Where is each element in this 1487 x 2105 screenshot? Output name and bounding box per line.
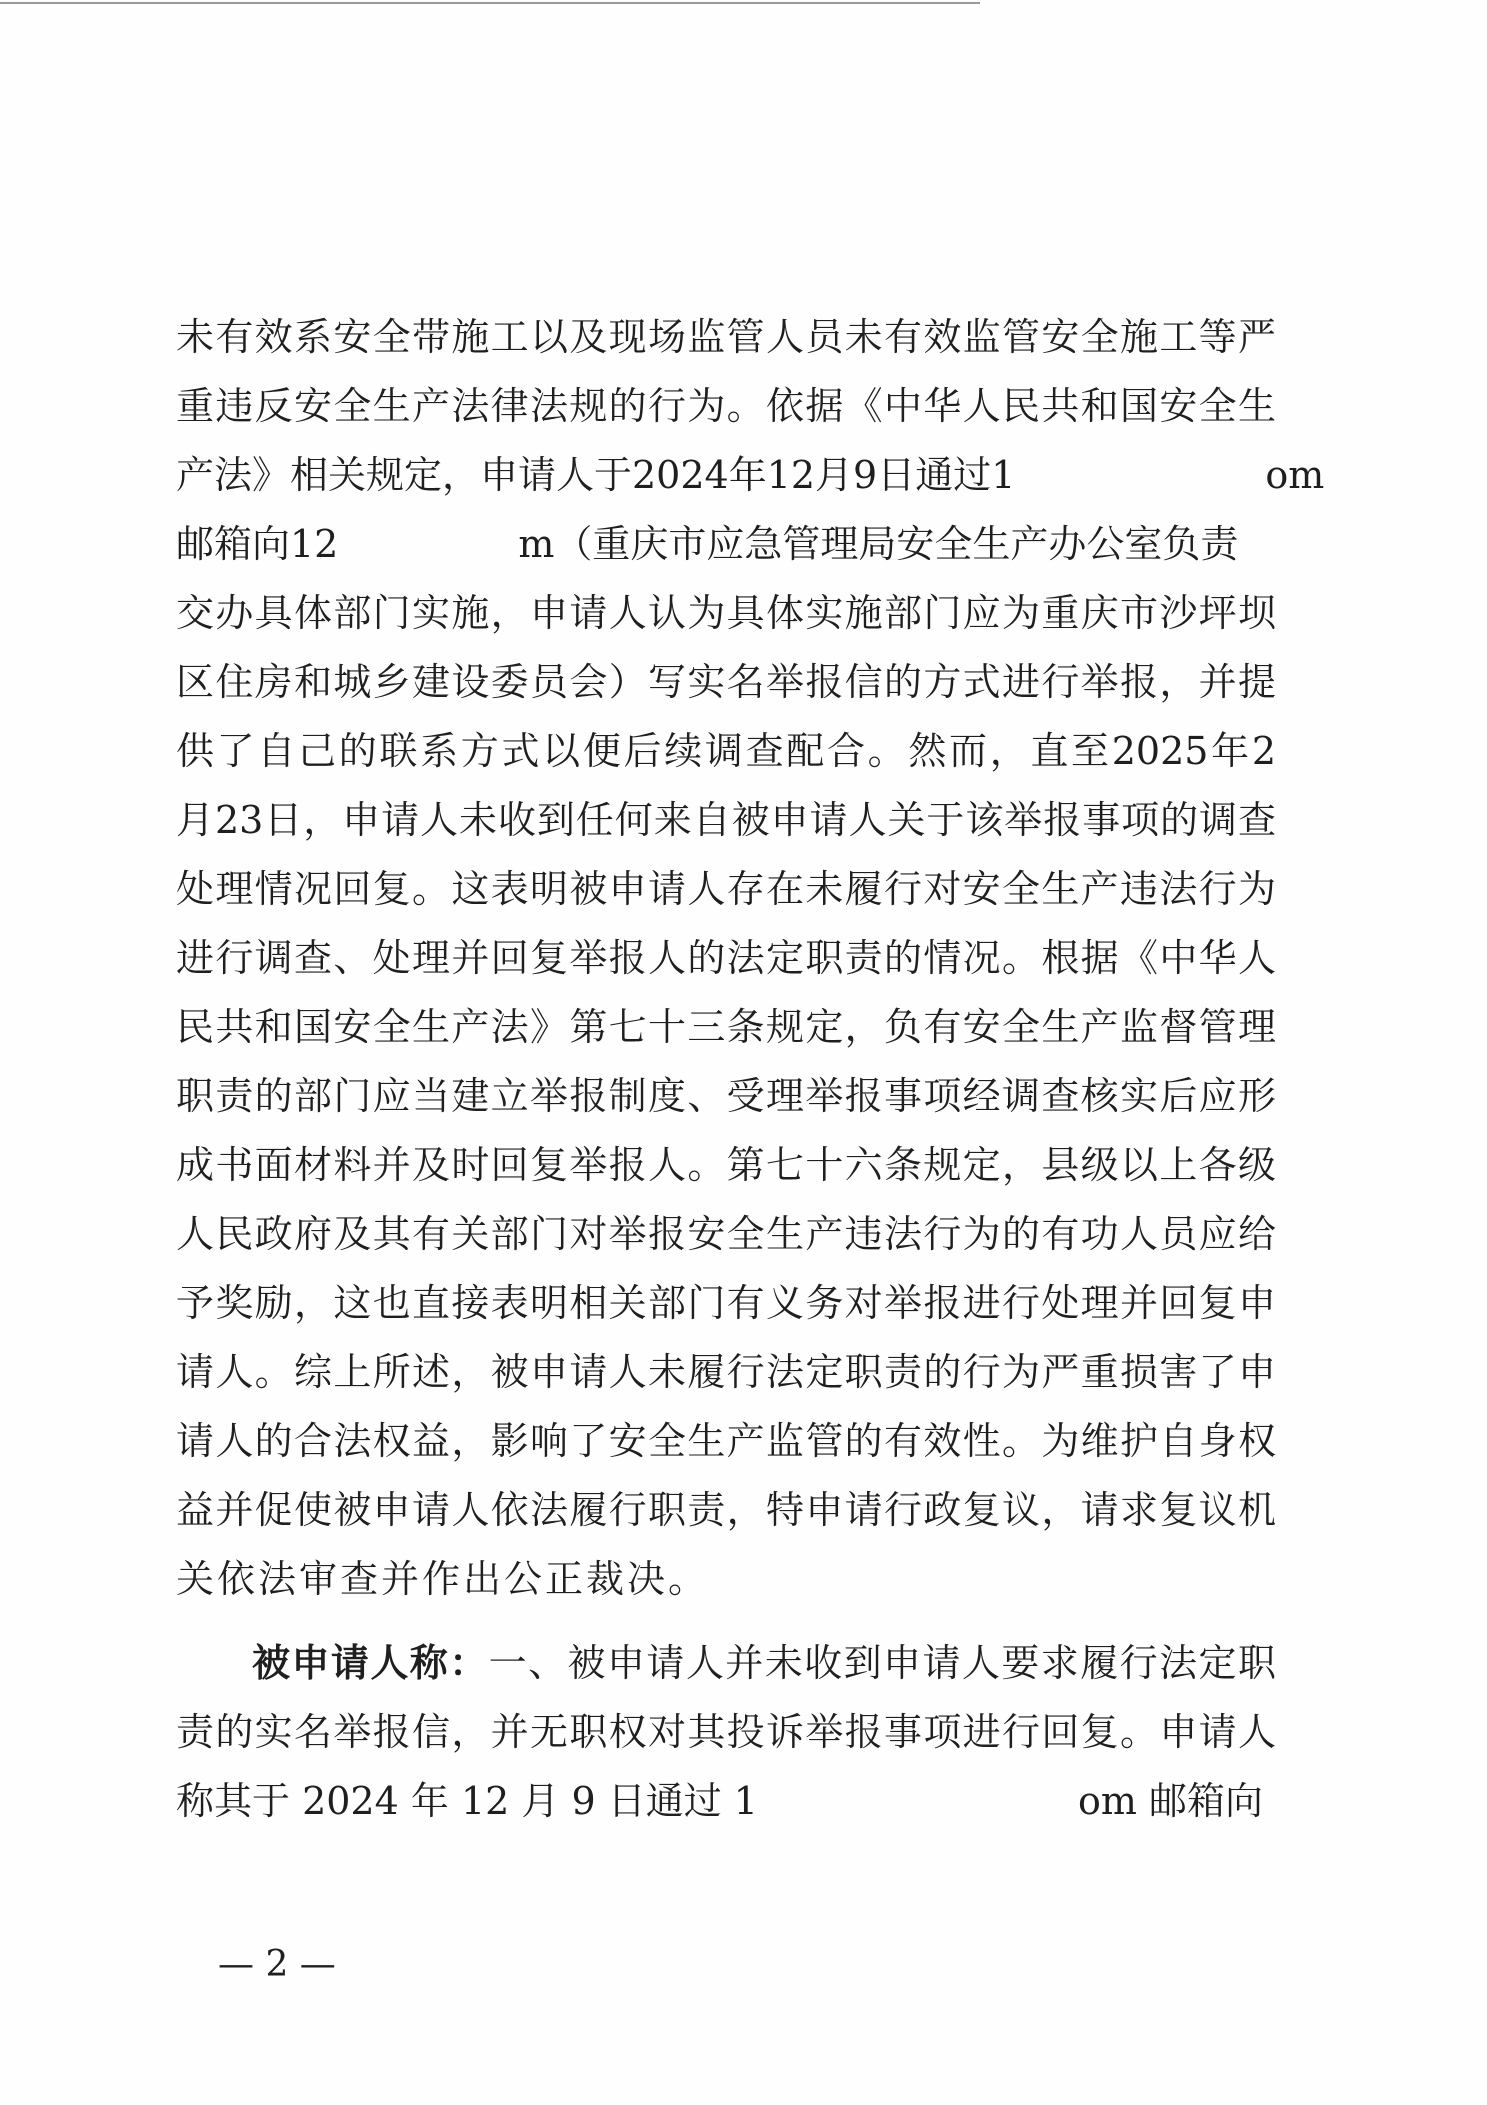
body-line-20 [252, 1640, 1276, 1686]
body-line-3-end: om [1265, 453, 1325, 497]
respondent-heading: 被申请人称： [252, 1640, 489, 1685]
body-line-19: 关依法审查并作出公正裁决。 [176, 1557, 710, 1601]
body-line-3 [176, 452, 1325, 498]
body-line-4-start: 邮箱向12 [176, 522, 339, 566]
body-line-15: 予奖励，这也直接表明相关部门有义务对举报进行处理并回复申 [176, 1281, 1276, 1325]
top-rule [0, 2, 980, 4]
body-line-7: 供了自己的联系方式以便后续调查配合。然而，直至2025年2 [176, 729, 1276, 773]
body-line-3-start: 产法》相关规定，申请人于2024年12月9日通过1 [176, 453, 1016, 497]
respondent-statement: 一、被申请人并未收到申请人要求履行法定职 [488, 1641, 1276, 1685]
body-line-6: 区住房和城乡建设委员会）写实名举报信的方式进行举报，并提 [176, 660, 1276, 704]
body-line-8: 月23日，申请人未收到任何来自被申请人关于该举报事项的调查 [176, 798, 1276, 842]
body-line-22-end: om 邮箱向 [1077, 1779, 1263, 1823]
body-line-10: 进行调查、处理并回复举报人的法定职责的情况。根据《中华人 [176, 936, 1276, 980]
body-line-21: 责的实名举报信，并无职权对其投诉举报事项进行回复。申请人 [176, 1710, 1276, 1754]
body-line-16: 请人。综上所述，被申请人未履行法定职责的行为严重损害了申 [176, 1350, 1276, 1394]
body-line-17: 请人的合法权益，影响了安全生产监管的有效性。为维护自身权 [176, 1419, 1276, 1463]
body-line-4-end: m（重庆市应急管理局安全生产办公室负责 [518, 522, 1239, 566]
body-line-22 [176, 1778, 1276, 1824]
body-line-18: 益并促使被申请人依法履行职责，特申请行政复议，请求复议机 [176, 1488, 1276, 1532]
body-line-13: 成书面材料并及时回复举报人。第七十六条规定，县级以上各级 [176, 1143, 1276, 1187]
body-line-9: 处理情况回复。这表明被申请人存在未履行对安全生产违法行为 [176, 867, 1276, 911]
body-line-14: 人民政府及其有关部门对举报安全生产违法行为的有功人员应给 [176, 1212, 1276, 1256]
body-line-11: 民共和国安全生产法》第七十三条规定，负有安全生产监督管理 [176, 1005, 1276, 1049]
body-line-1: 未有效系安全带施工以及现场监管人员未有效监管安全施工等严 [176, 315, 1276, 359]
body-line-2: 重违反安全生产法律法规的行为。依据《中华人民共和国安全生 [176, 384, 1276, 428]
body-line-12: 职责的部门应当建立举报制度、受理举报事项经调查核实后应形 [176, 1074, 1276, 1118]
body-line-4 [176, 521, 1276, 567]
page-number: — 2 — [218, 1944, 336, 1985]
body-line-5: 交办具体部门实施，申请人认为具体实施部门应为重庆市沙坪坝 [176, 591, 1276, 635]
body-line-22-start: 称其于 2024 年 12 月 9 日通过 1 [176, 1779, 758, 1823]
